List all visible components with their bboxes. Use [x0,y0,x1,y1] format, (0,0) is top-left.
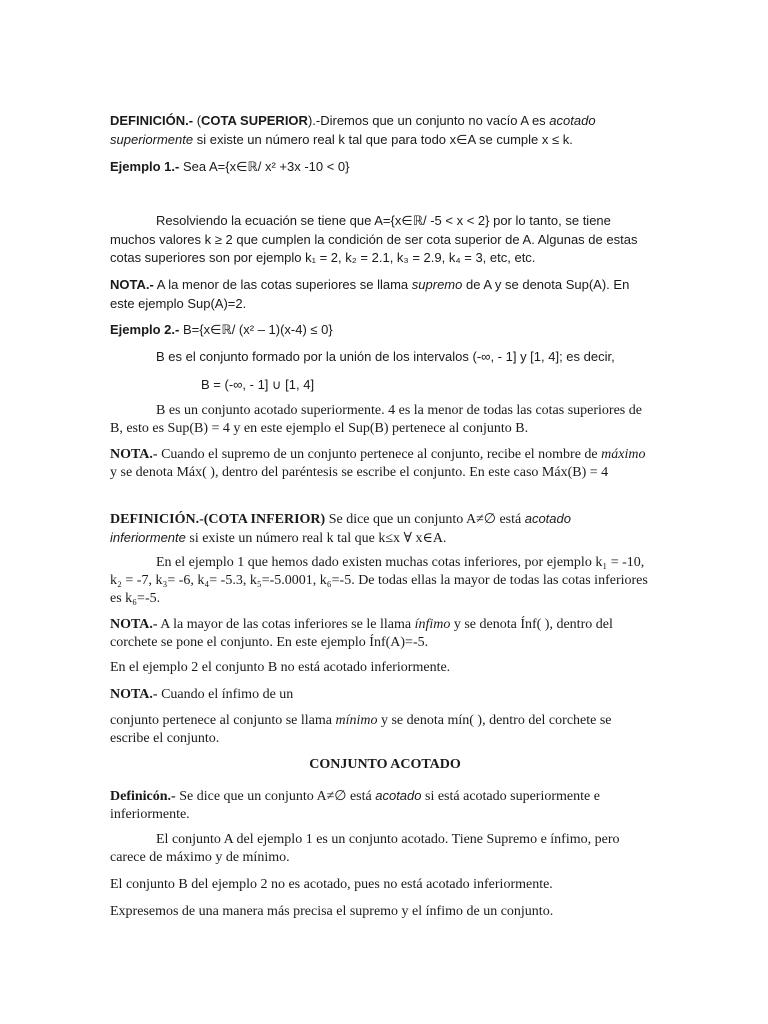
example-2-not-bounded-paragraph: El conjunto B del ejemplo 2 no es acotado, pues no está acotado inferiormente. [110,877,553,892]
note-4-cont-italic: mínimo [335,713,378,728]
definition-bounded [110,787,650,824]
definition-bounded-text-2: si está acotado superiormente e inferiormente. [110,789,600,822]
example-1-bounded-paragraph: El conjunto A del ejemplo 1 es un conjunto acotado. Tiene Supremo e ínfimo, pero carece de máximo y de mínimo. [110,832,620,865]
note-2-label: NOTA.- [110,447,158,462]
definition-italic-term: acotado superiormente [110,113,596,147]
example-2-text: B={x∈ℝ/ (x² – 1)(x-4) ≤ 0} [179,322,333,337]
definition-lower-label: DEFINICIÓN.-(COTA INFERIOR) [110,512,326,527]
definition-bounded-italic: acotado [375,788,422,803]
definition-bounded-text-1: Se dice que un conjunto A≠∅ está [175,789,376,804]
definition-text-1: ).-Diremos que un conjunto no vacío A es [307,113,550,128]
note-4-continuation [110,712,650,748]
note-4-cont-text-2: y se denota mín( ), dentro del corchete se escribe el conjunto. [110,713,612,746]
lower-bound-example-paragraph: En el ejemplo 1 que hemos dado existen muchas cotas inferiores, por ejemplo k₁ = -10, k₂ = -7, k₃= -6, k₄= -5.3, k₅=-5.0001, k₆=-5. De todas ellas la mayor de todas las cotas inferiores es k₆=-5. [110,555,648,606]
note-2-text-2: y se denota Máx( ), dentro del paréntesis se escribe el conjunto. En este caso Máx(B) = 4 [110,465,609,480]
example-1 [110,158,650,177]
note-2-text-1: Cuando el supremo de un conjunto pertenece al conjunto, recibe el nombre de [157,447,602,462]
note-4-cont-text-1: conjunto pertenece al conjunto se llama [110,713,336,728]
note-4-label: NOTA.- [110,687,158,702]
note-3-text-2: y se denota Ínf( ), dentro del corchete se pone el conjunto. En este ejemplo Ínf(A)=-5. [110,617,613,650]
note-1-italic: supremo [411,277,463,292]
example-2-label: Ejemplo 2.- [110,322,180,337]
example-1-label: Ejemplo 1.- [110,159,180,174]
resolving-paragraph: Resolviendo la ecuación se tiene que A={x∈ℝ/ -5 < x < 2} por lo tanto, se tiene muchos valores k ≥ 2 que cumplen la condición de ser cota superior de A. Algunas de estas cotas superiores son por ejemplo k₁ = 2, k₂ = 2.1, k₃ = 2.9, k₄ = 3, etc, etc. [110,213,638,265]
b-union-paragraph: B es el conjunto formado por la unión de los intervalos (-∞, - 1] y [1, 4]; es decir, [156,349,615,364]
definition-lower-text-1: Se dice que un conjunto A≠∅ está [325,512,525,527]
example-2 [110,321,650,340]
b-equation: B = (-∞, - 1] ∪ [1, 4] [201,377,315,392]
definition-lower-text-2: si existe un número real k tal que k≤x ∀ x∈A. [185,531,447,546]
note-1-text-2: de A y se denota Sup(A). En este ejemplo Sup(A)=2. [110,277,630,311]
note-1 [110,276,650,313]
definition-label: DEFINICIÓN.- [110,113,194,128]
definition-lower-bound [110,510,650,548]
definition-open-paren: ( [196,113,202,128]
definition-term: COTA SUPERIOR [201,113,308,128]
note-1-label: NOTA.- [110,277,154,292]
section-heading: CONJUNTO ACOTADO [309,757,461,772]
note-3 [110,616,650,652]
definition-text-2: si existe un número real k tal que para todo x∈A se cumple x ≤ k. [193,131,573,147]
example-1-text: Sea A={x∈ℝ/ x² +3x -10 < 0} [179,159,350,174]
note-4 [110,686,650,704]
example-2-lower-paragraph: En el ejemplo 2 el conjunto B no está acotado inferiormente. [110,660,451,675]
definition-upper-bound [110,112,650,149]
note-2 [110,446,650,482]
definition-bounded-label: Definicón.- [110,789,176,804]
note-2-italic: máximo [601,447,646,462]
b-bounded-paragraph: B es un conjunto acotado superiormente. 4 es la menor de todas las cotas superiores de B, esto es Sup(B) = 4 y en este ejemplo el Sup(B) pertenece al conjunto B. [110,403,642,436]
closing-paragraph: Expresemos de una manera más precisa el supremo y el ínfimo de un conjunto. [110,904,554,919]
definition-lower-italic: acotado inferiormente [110,511,571,545]
note-3-label: NOTA.- [110,617,158,632]
note-4-text-1: Cuando el ínfimo de un [157,687,294,702]
note-3-text-1: A la mayor de las cotas inferiores se le llama [157,617,415,632]
note-1-text-1: A la menor de las cotas superiores se llama [153,277,412,292]
note-3-italic: ínfimo [414,617,451,632]
